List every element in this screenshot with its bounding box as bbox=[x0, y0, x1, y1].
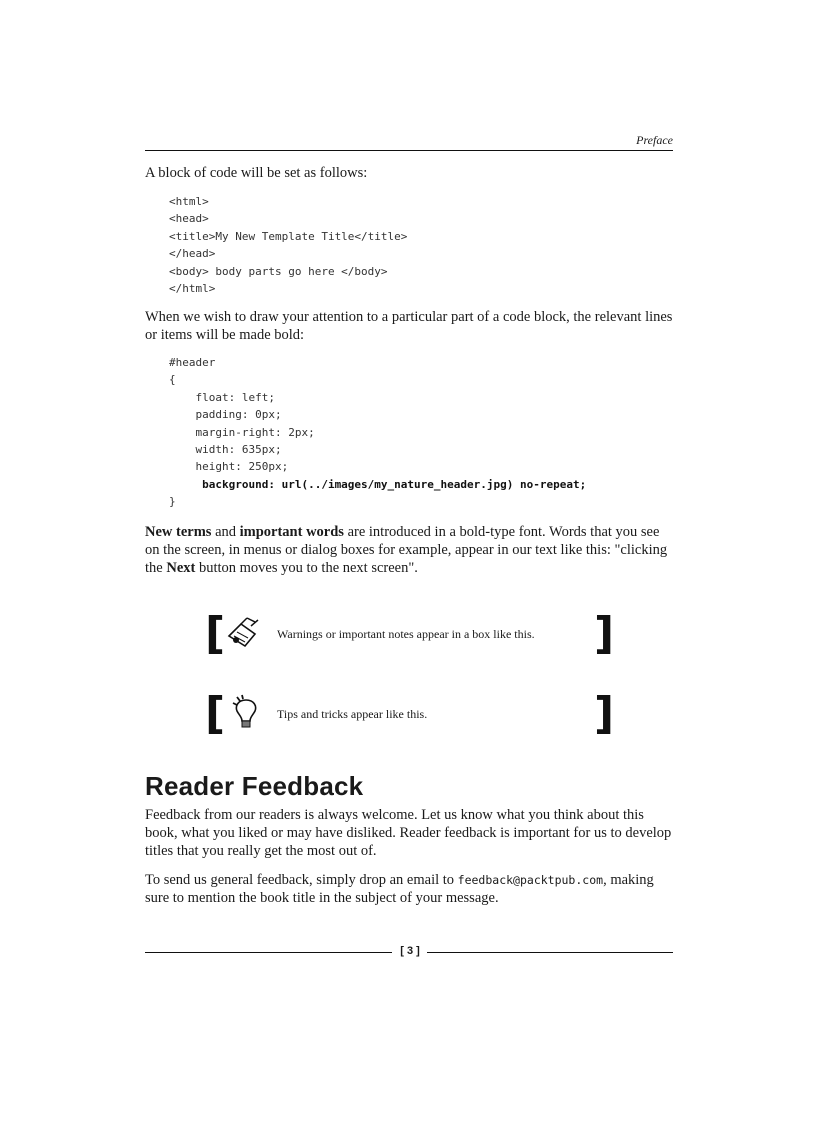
warning-note-box bbox=[205, 608, 615, 664]
send-feedback-paragraph bbox=[145, 871, 673, 907]
code-line: #header bbox=[169, 356, 216, 369]
code-line: height: 250px; bbox=[169, 460, 289, 474]
send-feedback-text: , making sure to mention the book title in the subject of your message. bbox=[145, 872, 654, 906]
tip-note-box bbox=[205, 688, 615, 744]
code-line: <head> bbox=[169, 212, 209, 226]
intro-bold-paragraph: When we wish to draw your attention to a particular part of a code block, the relevant lines or items will be made bold: bbox=[145, 309, 673, 343]
left-bracket: [ bbox=[205, 688, 226, 739]
code-line: margin-right: 2px; bbox=[169, 425, 315, 439]
send-feedback-text: To send us general feedback, simply drop an email to bbox=[145, 872, 458, 888]
running-head: Preface bbox=[636, 133, 673, 147]
warning-note-text: Warnings or important notes appear in a box like this. bbox=[277, 627, 535, 641]
intro-code-paragraph: A block of code will be set as follows: bbox=[145, 165, 368, 181]
code-line: <html> bbox=[169, 195, 209, 208]
feedback-paragraph: Feedback from our readers is always welcome. Let us know what you think about this book, what you liked or may have disliked. Reader feedback is important for us to develop titles that you really get the most out of. bbox=[145, 807, 672, 859]
tip-note-text: Tips and tricks appear like this. bbox=[277, 707, 428, 721]
code-line: width: 635px; bbox=[169, 443, 282, 457]
footer-rule-right bbox=[427, 952, 673, 953]
code-line: padding: 0px; bbox=[169, 408, 282, 422]
code-line: } bbox=[169, 495, 176, 509]
conventions-text: are introduced in a bold-type font. Words that you see on the screen, in menus or dialog boxes for example, appear in our text like this: "clicking the bbox=[145, 524, 668, 576]
code-line: </html> bbox=[169, 282, 216, 296]
feedback-email-link[interactable]: feedback@packtpub.com bbox=[457, 873, 604, 887]
footer-rule-left bbox=[145, 952, 392, 953]
code-block-css bbox=[169, 354, 586, 511]
code-line: float: left; bbox=[169, 390, 275, 404]
new-terms-term: New terms bbox=[145, 524, 212, 540]
important-words-term: important words bbox=[239, 524, 344, 540]
next-term: Next bbox=[166, 560, 196, 576]
warning-hand-icon bbox=[225, 614, 259, 648]
code-line: </head> bbox=[169, 247, 216, 261]
code-block-html bbox=[169, 193, 407, 297]
page-number: [ 3 ] bbox=[400, 945, 420, 957]
right-bracket: ] bbox=[594, 608, 615, 659]
conventions-text: and bbox=[211, 524, 240, 540]
section-title: Reader Feedback bbox=[145, 771, 364, 801]
lightbulb-icon bbox=[229, 692, 263, 726]
right-bracket: ] bbox=[594, 688, 615, 739]
code-line: <title>My New Template Title</title> bbox=[169, 229, 408, 243]
code-line-bold: background: url(../images/my_nature_header.jpg) no-repeat; bbox=[169, 477, 587, 491]
header-rule bbox=[145, 150, 673, 151]
code-line: { bbox=[169, 373, 176, 387]
conventions-text: button moves you to the next screen". bbox=[195, 560, 418, 576]
code-line: <body> body parts go here </body> bbox=[169, 264, 388, 278]
left-bracket: [ bbox=[205, 608, 226, 659]
conventions-paragraph bbox=[145, 523, 673, 577]
